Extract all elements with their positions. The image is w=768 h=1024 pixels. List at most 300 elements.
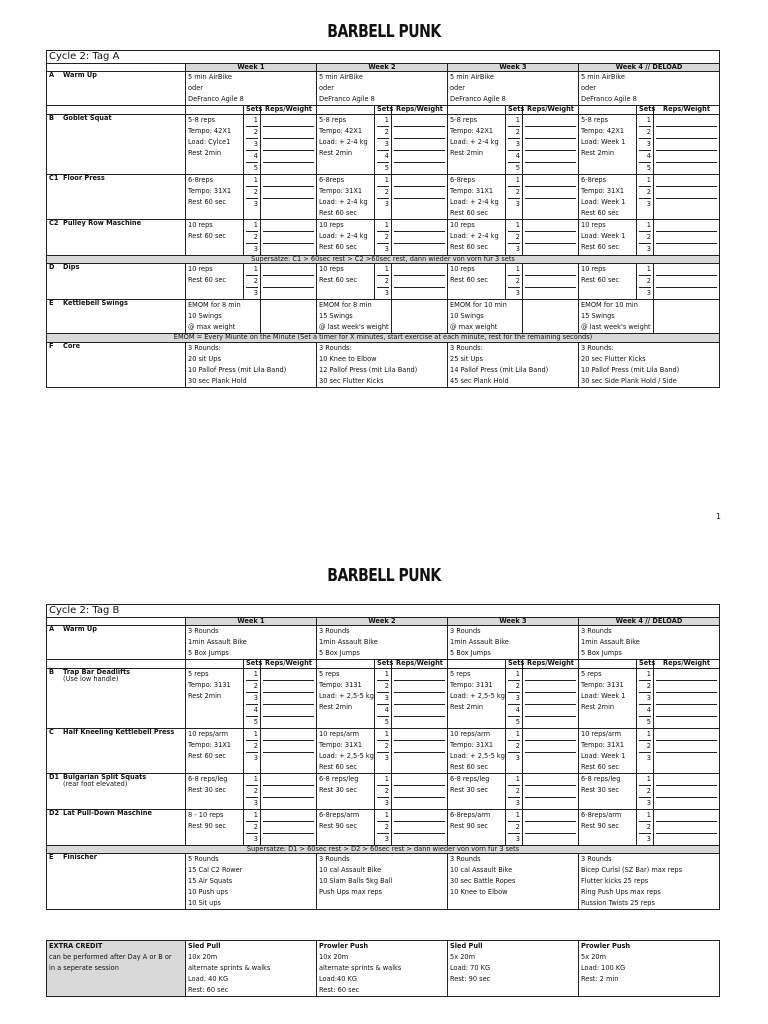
set-number: 1: [639, 774, 651, 786]
instruction-line: 6-8 reps/leg: [581, 774, 621, 783]
week-instructions: [579, 809, 637, 845]
instruction-line: 5-8 reps: [188, 115, 216, 124]
instruction-line: [450, 796, 503, 807]
extra-col: [579, 941, 720, 997]
instruction-line: 10 Knee to Elbow: [319, 354, 377, 363]
week-instructions: [317, 174, 375, 219]
exercise-name: Lat Pull-Down Maschine: [63, 808, 152, 817]
set-number: 3: [384, 798, 389, 807]
reps-header: Reps/Weight: [523, 106, 579, 115]
week-header: Week 4 // DELOAD: [579, 63, 720, 72]
instruction-line: Rest 2min: [450, 702, 484, 711]
reps-column: [523, 728, 579, 773]
blank-cell: [448, 660, 506, 669]
cycle-title-row: [47, 51, 720, 64]
instruction-line: 10 reps/arm: [581, 729, 622, 738]
exercise-name: Floor Press: [63, 173, 105, 182]
instruction-line: EMOM for 10 min: [581, 301, 638, 310]
instruction-line: [188, 242, 241, 253]
instruction-line: 6-8reps/arm: [450, 810, 491, 819]
reps-weight-entry: [656, 187, 717, 199]
set-number: 1: [639, 115, 651, 127]
extra-col-line: 5x 20m: [581, 953, 607, 961]
instruction-line: Tempo: 3131: [581, 680, 624, 689]
set-number: 1: [377, 220, 389, 232]
blank-cell: [186, 660, 244, 669]
instruction-line: Rest 30 sec: [319, 785, 358, 794]
instruction-line: 5 reps: [450, 669, 471, 678]
sets-column: [375, 773, 392, 809]
exercise-row: [47, 773, 720, 809]
week-instructions: [448, 174, 506, 219]
reps-column: [654, 219, 720, 255]
week-instructions: [448, 728, 506, 773]
instruction-line: 10 reps: [581, 265, 606, 274]
instruction-line: [188, 702, 241, 713]
instruction-line: 3 Rounds:: [581, 343, 614, 352]
set-number: 2: [508, 741, 520, 753]
extra-col: [317, 941, 448, 997]
exercise-name: Half Kneeling Kettlebell Press: [63, 727, 175, 736]
instruction-line: @ max weight: [450, 323, 498, 332]
reps-weight-entry: [394, 220, 445, 232]
exercise-name: Warm Up: [63, 625, 97, 634]
sets-column: [637, 219, 654, 255]
reps-weight-entry: [525, 288, 576, 299]
instruction-line: [581, 796, 634, 807]
blank-cell: [317, 106, 375, 115]
instruction-line: Rest 60 sec: [188, 231, 227, 240]
exercise-row: [47, 72, 720, 106]
reps-weight-entry: [525, 187, 576, 199]
instruction-line: [450, 159, 503, 170]
extra-col: [186, 941, 317, 997]
instruction-line: [581, 286, 634, 297]
exercise-name: Bulgarian Split Squats: [63, 772, 147, 781]
note-row: [47, 845, 720, 854]
instruction-line: 5 min AirBike: [450, 73, 494, 82]
week-cell: [579, 342, 720, 387]
instruction-line: Load: Cylce1: [188, 137, 231, 146]
instruction-line: Rest 2min: [319, 702, 353, 711]
reps-weight-entry: [263, 163, 314, 174]
set-number: 4: [508, 151, 520, 163]
brand-title-top: BARBELL PUNK: [327, 22, 441, 42]
sets-column: [244, 773, 261, 809]
instruction-line: Rest 90 sec: [319, 821, 358, 830]
set-number: 1: [508, 774, 520, 786]
reps-header: Reps/Weight: [261, 106, 317, 115]
instruction-line: [581, 832, 634, 843]
instruction-line: [319, 286, 372, 297]
instruction-line: [450, 286, 503, 297]
reps-weight-entry: [394, 139, 445, 151]
instruction-line: Rest 90 sec: [581, 821, 620, 830]
reps-weight-entry: [394, 163, 445, 174]
sets-header: Sets: [244, 660, 261, 669]
extra-credit-desc: can be performed after Day A or B or: [49, 953, 172, 961]
instruction-line: Tempo: 42X1: [581, 126, 625, 135]
set-number: 3: [646, 199, 651, 208]
week-instructions: [186, 174, 244, 219]
week-cell: [186, 342, 317, 387]
reps-weight-entry: [656, 729, 717, 741]
instruction-line: Rest 60 sec: [581, 276, 620, 285]
extra-col-line: alternate sprints & walks: [188, 964, 271, 972]
reps-weight-entry: [263, 786, 314, 798]
extra-credit-table: [46, 940, 720, 997]
reps-column: [392, 773, 448, 809]
set-number: 3: [515, 798, 520, 807]
set-number: 2: [639, 127, 651, 139]
instruction-line: 15 Swings: [581, 312, 615, 321]
reps-weight-entry: [394, 681, 445, 693]
instruction-line: 6-8 reps/leg: [319, 774, 359, 783]
set-number: 1: [377, 810, 389, 822]
instruction-line: Load: + 2-4 kg: [319, 197, 368, 206]
reps-column: [523, 219, 579, 255]
week-instructions: [186, 264, 244, 300]
day-a-table: [46, 50, 720, 388]
reps-weight-entry: [263, 175, 314, 187]
reps-column: [654, 300, 720, 334]
set-number: 2: [377, 786, 389, 798]
instruction-line: Rest 2min: [450, 148, 484, 157]
week-instructions: [186, 114, 244, 174]
instruction-line: 45 sec Plank Hold: [450, 376, 509, 385]
week-instructions: [317, 809, 375, 845]
instruction-line: 5-8 reps: [581, 115, 609, 124]
set-number: 2: [639, 786, 651, 798]
instruction-line: Load: + 2,5-5 kg: [450, 691, 505, 700]
instruction-line: 3 Rounds: [581, 855, 612, 864]
instruction-line: 10 reps: [450, 220, 475, 229]
page-number: 1: [716, 512, 722, 521]
set-number: 1: [377, 669, 389, 681]
instruction-line: 10 Slam Balls 5kg Ball: [319, 877, 393, 886]
instruction-line: Rest 2min: [581, 148, 615, 157]
cycle-title: Cycle 2: Tag B: [47, 605, 720, 618]
exercise-letter: C2: [49, 218, 59, 227]
week-instructions: [579, 773, 637, 809]
reps-weight-entry: [394, 741, 445, 753]
set-number: 4: [377, 705, 389, 717]
reps-weight-entry: [394, 264, 445, 276]
reps-weight-entry: [656, 244, 717, 255]
set-number: 1: [639, 669, 651, 681]
reps-weight-entry: [394, 232, 445, 244]
reps-weight-entry: [525, 693, 576, 705]
instruction-line: 10 Knee to Elbow: [450, 888, 508, 897]
set-number: 1: [246, 264, 258, 276]
reps-column: [261, 773, 317, 809]
exercise-label: [47, 342, 186, 387]
reps-weight-entry: [525, 151, 576, 163]
set-number: 1: [508, 264, 520, 276]
reps-column: [654, 114, 720, 174]
instruction-line: 10 Pallof Press (mit Lila Band): [581, 365, 680, 374]
instruction-line: [319, 898, 445, 909]
reps-weight-entry: [525, 199, 576, 210]
instruction-line: [188, 796, 241, 807]
exercise-label: [47, 668, 186, 728]
exercise-row: [47, 219, 720, 255]
set-number: 2: [246, 187, 258, 199]
instruction-line: Rest 30 sec: [188, 785, 227, 794]
instruction-line: 1min Assault Bike: [581, 638, 640, 647]
sets-header: Sets: [637, 660, 654, 669]
sets-column: [637, 668, 654, 728]
set-number: 2: [508, 187, 520, 199]
reps-weight-entry: [656, 115, 717, 127]
blank-cell: [448, 106, 506, 115]
set-number: 2: [377, 187, 389, 199]
set-number: 2: [639, 276, 651, 288]
set-number: 1: [508, 669, 520, 681]
instruction-line: 10 reps: [450, 265, 475, 274]
reps-column: [261, 728, 317, 773]
extra-col-line: Load: 70 KG: [450, 964, 491, 972]
reps-column: [261, 174, 317, 219]
instruction-line: 12 Pallof Press (mit Lila Band): [319, 365, 418, 374]
set-number: 5: [253, 163, 258, 172]
reps-weight-entry: [656, 288, 717, 299]
set-number: 2: [246, 681, 258, 693]
reps-weight-entry: [656, 834, 717, 845]
instruction-line: 5-8 reps: [450, 115, 478, 124]
reps-column: [261, 264, 317, 300]
reps-weight-entry: [656, 753, 717, 764]
extra-col-line: Rest: 2 min: [581, 975, 619, 983]
instruction-line: Rest 60 sec: [188, 751, 227, 760]
sets-header: Sets: [375, 106, 392, 115]
instruction-line: 30 sec Battle Ropes: [450, 877, 516, 886]
reps-weight-entry: [263, 822, 314, 834]
set-number: 2: [246, 822, 258, 834]
instruction-line: Rest 60 sec: [319, 242, 358, 251]
instruction-line: Rest 60 sec: [450, 242, 489, 251]
set-number: 1: [508, 115, 520, 127]
instruction-line: Rest 30 sec: [581, 785, 620, 794]
cycle-title: Cycle 2: Tag A: [47, 51, 720, 64]
instruction-line: [319, 713, 372, 724]
week-header: Week 1: [186, 617, 317, 626]
exercise-name: Kettlebell Swings: [63, 299, 128, 308]
instruction-line: Tempo: 3131: [319, 680, 362, 689]
instruction-line: [450, 898, 576, 909]
exercise-name: Warm Up: [63, 71, 97, 80]
extra-col-line: Rest: 90 sec: [450, 975, 491, 983]
instruction-line: [319, 796, 372, 807]
set-number: 1: [639, 264, 651, 276]
reps-column: [654, 264, 720, 300]
instruction-line: 1min Assault Bike: [450, 638, 509, 647]
set-number: 2: [639, 741, 651, 753]
instruction-line: 3 Rounds:: [188, 343, 221, 352]
set-number: 1: [508, 810, 520, 822]
exercise-note: (rear foot elevated): [63, 780, 128, 789]
note-row: [47, 334, 720, 343]
reps-weight-entry: [656, 681, 717, 693]
exercise-letter: E: [49, 299, 54, 308]
exercise-letter: C1: [49, 173, 59, 182]
instruction-line: 15 Swings: [319, 312, 353, 321]
reps-column: [261, 114, 317, 174]
week-cell: [186, 854, 317, 910]
reps-weight-entry: [525, 729, 576, 741]
reps-weight-entry: [525, 244, 576, 255]
reps-weight-entry: [394, 693, 445, 705]
sets-column: [375, 264, 392, 300]
week-instructions: [186, 773, 244, 809]
reps-column: [654, 668, 720, 728]
set-number: 5: [515, 717, 520, 726]
reps-weight-entry: [525, 276, 576, 288]
instruction-line: @ last week's weight: [319, 323, 389, 332]
set-number: 1: [246, 669, 258, 681]
exercise-label: [47, 219, 186, 255]
reps-weight-entry: [525, 717, 576, 728]
week-header: Week 3: [448, 63, 579, 72]
exercise-row: [47, 264, 720, 300]
extra-col-title: Prowler Push: [319, 942, 369, 950]
extra-col-title: Prowler Push: [581, 942, 631, 950]
extra-col-line: Load: 40 KG: [188, 975, 229, 983]
week-instructions: [317, 264, 375, 300]
set-number: 5: [646, 163, 651, 172]
reps-weight-entry: [656, 810, 717, 822]
blank-cell: [317, 660, 375, 669]
instruction-line: 1min Assault Bike: [188, 638, 247, 647]
set-number: 2: [508, 127, 520, 139]
instruction-line: Load: Week 1: [581, 197, 626, 206]
sets-column: [637, 809, 654, 845]
instruction-line: 8 - 10 reps: [188, 810, 224, 819]
instruction-line: 10 reps/arm: [450, 729, 491, 738]
exercise-letter: B: [49, 113, 55, 122]
sets-column: [506, 728, 523, 773]
set-number: 4: [246, 151, 258, 163]
set-number: 2: [246, 232, 258, 244]
set-number: 2: [377, 822, 389, 834]
week-instructions: [317, 668, 375, 728]
reps-weight-entry: [656, 822, 717, 834]
sets-column: [375, 668, 392, 728]
reps-weight-entry: [263, 753, 314, 764]
reps-weight-entry: [263, 669, 314, 681]
sets-column: [637, 174, 654, 219]
extra-col-line: Load:40 KG: [319, 975, 357, 983]
instruction-line: Rest 2min: [319, 148, 353, 157]
set-number: 4: [508, 705, 520, 717]
week-header: Week 1: [186, 63, 317, 72]
blank-cell: [186, 106, 244, 115]
reps-weight-entry: [525, 232, 576, 244]
set-number: 4: [639, 151, 651, 163]
set-number: 1: [377, 774, 389, 786]
extra-col-line: 10x 20m: [319, 953, 349, 961]
sets-header: Sets: [506, 106, 523, 115]
instruction-line: 25 sit Ups: [450, 354, 483, 363]
exercise-label: [47, 728, 186, 773]
reps-weight-entry: [263, 810, 314, 822]
extra-col-line: Rest: 60 sec: [319, 986, 360, 994]
reps-weight-entry: [525, 786, 576, 798]
exercise-letter: A: [49, 625, 55, 634]
reps-weight-entry: [656, 717, 717, 728]
reps-weight-entry: [394, 288, 445, 299]
reps-column: [261, 668, 317, 728]
instruction-line: Rest 60 sec: [581, 762, 620, 771]
instruction-line: [450, 832, 503, 843]
instruction-line: Flutter kicks 25 reps: [581, 877, 649, 886]
instruction-line: Rest 2min: [188, 148, 222, 157]
instruction-line: 30 sec Side Plank Hold / Side: [581, 376, 677, 385]
reps-weight-entry: [263, 798, 314, 809]
instruction-line: @ last week's weight: [581, 323, 651, 332]
reps-weight-entry: [394, 115, 445, 127]
instruction-line: 20 sit Ups: [188, 354, 221, 363]
reps-weight-entry: [525, 127, 576, 139]
set-number: 3: [384, 199, 389, 208]
instruction-line: 6-8reps/arm: [581, 810, 622, 819]
exercise-name: Trap Bar Deadlifts: [63, 667, 131, 676]
week-cell: [317, 854, 448, 910]
set-number: 1: [246, 115, 258, 127]
instruction-line: 10 reps/arm: [319, 729, 360, 738]
instruction-line: Rest 2min: [581, 702, 615, 711]
reps-weight-entry: [525, 163, 576, 174]
set-number: 2: [508, 822, 520, 834]
instruction-line: 6-8reps: [319, 175, 345, 184]
set-number: 2: [377, 127, 389, 139]
extra-col-line: 10x 20m: [188, 953, 218, 961]
reps-column: [392, 300, 448, 334]
extra-col-title: Sled Pull: [450, 942, 483, 950]
instruction-line: 5 min AirBike: [581, 73, 625, 82]
set-number: 3: [515, 244, 520, 253]
exercise-label: [47, 300, 186, 334]
instruction-line: 10 Pallof Press (mit Lila Band): [188, 365, 287, 374]
instruction-line: Load: + 2-4 kg: [450, 197, 499, 206]
instruction-line: DeFranco Agile 8: [450, 95, 506, 104]
instruction-line: Load: + 2-4 kg: [450, 231, 499, 240]
reps-weight-entry: [656, 151, 717, 163]
reps-weight-entry: [394, 151, 445, 163]
set-number: 3: [253, 798, 258, 807]
instruction-line: DeFranco Agile 8: [188, 95, 244, 104]
instruction-line: DeFranco Agile 8: [581, 95, 637, 104]
reps-weight-entry: [263, 729, 314, 741]
instruction-line: Load: Week 1: [581, 231, 626, 240]
instruction-line: Load: + 2-4 kg: [319, 137, 368, 146]
instruction-line: 3 Rounds:: [319, 343, 352, 352]
reps-weight-entry: [656, 276, 717, 288]
instruction-line: Load: Week 1: [581, 137, 626, 146]
sets-column: [637, 773, 654, 809]
instruction-line: 10 reps: [188, 265, 213, 274]
reps-weight-entry: [394, 774, 445, 786]
reps-column: [392, 219, 448, 255]
exercise-letter: D: [49, 263, 55, 272]
instruction-line: Tempo: 3131: [188, 680, 231, 689]
extra-col-line: alternate sprints & walks: [319, 964, 402, 972]
reps-weight-entry: [656, 175, 717, 187]
set-number: 2: [639, 187, 651, 199]
exercise-letter: B: [49, 667, 55, 676]
set-number: 2: [508, 276, 520, 288]
set-number: 2: [508, 786, 520, 798]
